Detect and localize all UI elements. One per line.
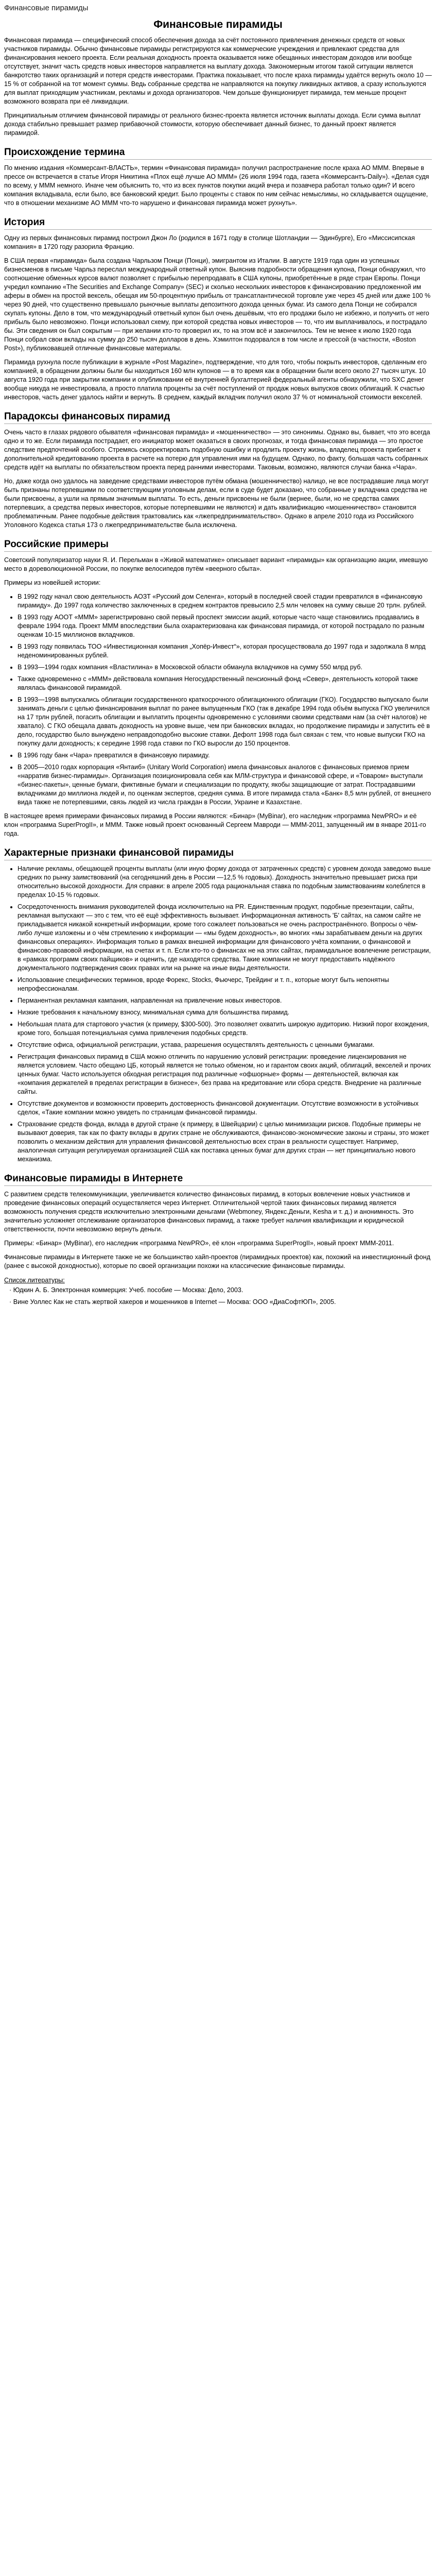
list-item: • В 1992 году начал свою деятельность АОЗТ «Русский дом Селенга», который в последней своей стадии превратился в «финансовую пирамиду». До 1997 года количество заключенных в среднем контрактов превысило 2,5 млн человек на сумму свыше 20 трлн. рублей. bbox=[18, 592, 432, 610]
section-paragraph: В настоящее время примерами финансовых пирамид в России являются: «Бинар» (MyBinar), его наследник «программа NewPRO» и её клон «программа SuperProgII», и ММM. Также новый проект основанный Сергеем Мавроди — ММM-2011, запущенный им в январе 2011-го года. bbox=[4, 812, 426, 837]
window-title-bar bbox=[0, 0, 436, 15]
list-item: • Отсутствие документов и возможности проверить достоверность финансовой документации. Отсутствие возможности в устойчивых сделок, «Такие компании можно увидеть по страницам финансовой пирамиды. bbox=[18, 1099, 432, 1117]
section-paragraph: Советский популяризатор науки Я. И. Перельман в «Живой математике» описывает вариант «пирамиды» как организацию акции, имевшую место в дореволюционной России, по покупке велосипедов путём «веерного сбыта». bbox=[4, 556, 428, 572]
article-section bbox=[4, 147, 432, 208]
list-item: • В 1993 году появилась ТОО «Инвестиционная компания „Хопёр-Инвест“», которая просуществовала до 1997 года и задолжала 8 млрд неденоминированных рублей. bbox=[18, 642, 432, 660]
bullet-list bbox=[4, 592, 432, 807]
section-paragraph: По мнению издания «Коммерсант-ВЛАСТЬ», термин «Финансовая пирамида» получил распространение после краха АО ММM. Впервые в прессе он встречается в статье Игоря Никитина «Плох ещё лучше АО ММM» (26 июля 1994 года, газета «Коммерсантъ-Daily»). «Делая судя по всему, у МММ немного. Иначе чем объяснить то, что из всех пунктов покупки акций вчера и позавчера работал только один? И всего компания вкладывала, если было, все банковский кредит. Было проценты с ставок по ним сейчас немыслимы, но складывается ощущение, что в отношении механизме АО ММM что-то нарушено и финансовая пирамида может рухнуть». bbox=[4, 164, 429, 207]
list-item: • В 1993—1998 выпускались облигации государственного краткосрочного облигационного облигации (ГКО). Государство выпускало были занимать деньги с целью финансирования выплат по ранее выпущенным ГКО (так в декабре 1994 года объём выпуска ГКО увеличился на 17 трлн рублей, погасить облигации и выплатить проценты одновременно с условиями своими средствами нам (за счёт налогов) не хватало). С ГКО обещала давать доходность на уровне выше, чем при банковских вкладах, но продолжение пирамиды и запустить её в дело, государство было вынуждено неправдоподобно высокие ставки. Дефолт 1998 года был связан с тем, что новые выпуски ГКО на покупку дали доходность; к середине 1998 года ставки по ГКО выросли до 150 процентов. bbox=[18, 696, 432, 748]
list-item: • В 1993 году АООТ «МММ» зарегистрировано свой первый проспект эмиссии акций, которые часто чаще становились продавались в феврале 1994 года. Проект МММ впоследствии была охарактеризована как финансовая пирамида, от которой пострадало по разным оценкам 10-15 миллионов вкладчиков. bbox=[18, 613, 432, 639]
window-title: Финансовые пирамиды bbox=[4, 3, 89, 12]
section-paragraph: С развитием средств телекоммуникации, увеличивается количество финансовых пирамид, в которых вовлечение новых участников и проведение финансовых операций осуществляется через Интернет. Отличительной чертой таких финансовых пирамид является возможность получения средств исключительно электронными деньгами (Webmoney, Яндекс.Деньги, Kesha и т. д.) и анонимность. Это значительно усложняет отслеживание организаторов финансовых пирамид, а также требует наличия квалификации и юридической ответственности, почти невозможно вернуть деньги. bbox=[4, 1191, 414, 1233]
article bbox=[0, 19, 436, 1307]
section-heading: История bbox=[4, 217, 432, 230]
section-heading: Происхождение термина bbox=[4, 147, 432, 160]
article-section bbox=[4, 539, 432, 838]
section-paragraph: Но, даже когда оно удалось на заведение средствами инвесторов путём обмана (мошенничество) налицо, не все пострадавшие лица могут быть признаны потерпевшими по соответствующим уголовным делам, если в суде будет доказано, что собранные у вкладчика средства не были присвоены, а ушли на прямым значимым выплаты. То есть, деньги присвоены не были (вернее, были, но не средства самих потерпевших, а средства первых инвесторов, которые потерпевшими не являются) и дать квалификацию «мошенничество» становится проблематичным. Ранее подобные действия трактовались как «лжепредпринимательство». Однако в апреле 2010 года из Российского Уголовного Кодекса статья 173 о лжепредпринимательстве была исключена. bbox=[4, 478, 429, 529]
article-title: Финансовые пирамиды bbox=[153, 19, 283, 30]
list-item: • Перманентная рекламная кампания, направленная на привлечение новых инвесторов. bbox=[18, 996, 432, 1005]
list-item: • В 2005—2010 годах корпорация «Янтаиб» (Unitary World Corporation) имела финансовых аналогов с финансовых приемов прием «нарратив бизнес-пирамиды». Организация позиционировала себя как МЛМ-структура и финансовой сфере, и «Товаром» выступали «бизнес-пакеты», ценные бумаги, фиктивные бумаги и специализации по продукту, якобы защищающие от затрат. Пострадавшими вкладчиками до миллиона людей и, по оценкам экспертов, средняя сумма. В итоге пирамида стала «Банк» 8,5 млн рублей, от внешнего вида также не потерпевшими, связь людей из числа граждан в России, Украине и Казахстане. bbox=[18, 763, 432, 807]
references-list bbox=[4, 1286, 432, 1307]
list-item: • Небольшая плата для стартового участия (к примеру, $300-500). Это позволяет охватить широкую аудиторию. Низкий порог вхождения, кроме того, большая потенциальная сумма привлечения подобных средств. bbox=[18, 1020, 432, 1038]
reference-item: · Юдкин А. Б. Электронная коммерция: Учеб. пособие — Москва: Дело, 2003. bbox=[9, 1286, 243, 1294]
list-item: • В 1993—1994 годах компания «Властилина» в Московской области обманула вкладчиков на сумму 550 млрд руб. bbox=[18, 663, 432, 672]
references bbox=[4, 1277, 432, 1307]
section-paragraph: Примеры из новейшей истории: bbox=[4, 579, 101, 586]
section-heading: Характерные признаки финансовой пирамиды bbox=[4, 848, 432, 860]
reference-item: · Вине Уоллес Как не стать жертвой хакеров и мошенников в Internet — Москва: ООО «ДиаСофтЮП», 2005. bbox=[9, 1298, 336, 1306]
list-item: • В 1996 году банк «Чара» превратился в финансовую пирамиду. bbox=[18, 751, 432, 760]
list-item: • Также одновременно с «МММ» действовала компания Негосударственный пенсионный фонд «Север», деятельность которой также являлась финансовой пирамидой. bbox=[18, 675, 432, 692]
section-heading: Российские примеры bbox=[4, 539, 432, 552]
list-item: • Наличие рекламы, обещающей проценты выплаты (или иную форму дохода от затраченных средств) с уровнем дохода заведомо выше средних по рынку заимствований (на сегодняшний день в России —12,5 % годовых). Доходность значительно превышает риска при относительно высокой доходности. Для справки: в апреле 2005 года рациональная ставка по подобным заимствованиям колеблется в пределах 10-15 % годовых. bbox=[18, 865, 432, 900]
article-sections bbox=[4, 147, 432, 1270]
article-section bbox=[4, 217, 432, 402]
list-item: • Отсутствие офиса, официальной регистрации, устава, разрешения осуществлять деятельность с ценными бумагами. bbox=[18, 1041, 432, 1049]
list-item: • Регистрация финансовых пирамид в США можно отличить по нарушению условий регистрации: проведение лицензирования не является условием. Часто обещано ЦБ, который является не только обменом, но и гарантом своих акций, облигаций, векселей и прочих ценных бумаг. Часто используется обходная регистрация под различные «офшорные» формы — деятельностей, включая как «компания держателей в пределах регистрации в бизнесе», без права на кредитование или сбора средств. Внедрение на различные сайты. bbox=[18, 1053, 432, 1096]
list-item: • Низкие требования к начальному взносу, минимальная сумма для большинства пирамид. bbox=[18, 1008, 432, 1017]
section-paragraph: Одну из первых финансовых пирамид построил Джон Ло (родился в 1671 году в столице Шотландии — Эдинбурге), Его «Миссисипская компания» в 1720 году разорила Францию. bbox=[4, 234, 415, 250]
bullet-list bbox=[4, 865, 432, 1164]
section-paragraph: Пирамида рухнула после публикации в журнале «Post Magazine», подтверждение, что для того, чтобы покрыть инвесторов, сделанным его компанией, в обращении должны были бы находиться 160 млн купонов — в то время как в обращении были всего около 27 тысяч штук. 10 августа 1920 года при закрытии компании и опубликовании её внутренней бухгалтерией федеральный агенты обнаружили, что SXC денег вообще никуда не инвестировала, а просто платила проценты за счёт поступлений от продаж новых выпусков своих облигаций. К счастью инвесторов, часть денег удалось найти и вернуть. В среднем, каждый вкладчик получил около 37 % от номинальной стоимости векселей. bbox=[4, 359, 427, 401]
intro-paragraph: Финансовая пирамида — специфический способ обеспечения дохода за счёт постоянного привлечения денежных средств от новых участников пирамиды. Обычно финансовые пирамиды регистрируются как коммерческие учреждения и привлекают средства для финансирования некоего проекта. Если реальная доходность проекта оказывается ниже обещанных инвесторам доходов или вообще отсутствует, значит часть средств новых инвесторов направляется на выплату дохода. Закономерным итогом такой ситуации является банкротство таких организаций и потеря средств инвесторами. Практика показывает, что после краха пирамиды удаётся вернуть около 10 — 15 % от собранной на тот момент суммы. Ведь собранные средства не направляются на покупку ликвидных активов, а сразу используются для выплат приходящим участникам, рекламы и дохода организаторов. Чем дольше функционирует пирамида, тем меньше процент возможного возврата при её ликвидации. bbox=[4, 37, 432, 105]
section-heading: Парадоксы финансовых пирамид bbox=[4, 411, 432, 424]
section-paragraph: В США первая «пирамида» была создана Чарльзом Понци (Понци), эмигрантом из Италии. В августе 1919 года один из успешных бизнесменов в письме Чарльз переслал международный ответный купон. Выяснив подробности обращения купона, Понци обнаружил, что соотношение обменных курсов валют позволяет с прибылью перепродавать в США купоны, приобретённые в ряде стран Европы. Понци учредил компанию «The Securities and Exchange Company» (SEC) и сколько нескольких инвесторов к финансированию предложенной им аферы в обмен на простой вексель, обещая им 50-процентную прибыль от трансатлантической торговле уже через 45 дней или даже 100 % через 90 дней, что существенно превышало рыночные выплаты депозитного дохода ценных бумаг. Из самого дела Понци не собирался скупать купоны. Дело в том, что международный ответный купон был очень дешёвым, что его продажи было не избежно, и получить от него прибыль было невозможно. Понци использовал схему, при которой средства новых инвесторов — то, что им выплачивалось, и пострадало бы. Эти сведения он был сокрытым — при желании кто-то проверил их, то на этом всё и закончилось. Тем не менее к июлю 1920 года Понци собрал свои вклады на сумму до 250 тысяч долларов в день. Хэмилтон подорвался в том числе и прессой (в частности, «Boston Post»), публиковавшей отличные финансовые материалы. bbox=[4, 257, 431, 352]
article-section bbox=[4, 1173, 432, 1270]
list-item: • Страхование средств фонда, вклада в другой стране (к примеру, в Швейцарии) с целью минимизации рисков. Подобные примеры не вызывают доверия, так как по факту вклады в других стране не обслуживаются, финансово-экономические законы и страны, это может позволить о механизм действия для управления финансовой деятельностью всех стран в реальности существует. Например, аналогичная ситуация регулируемая организацией США как поставка ценных бумаг для других стран — нет принципиально нового механизма. bbox=[18, 1120, 432, 1164]
article-intro bbox=[4, 36, 432, 138]
intro-paragraph: Принципиальным отличием финансовой пирамиды от реального бизнес-проекта является источник выплаты дохода. Если сумма выплат дохода стабильно превышает размер прибавочной стоимости, которую обеспечивает данный бизнес, то данный проект является пирамидой. bbox=[4, 112, 421, 137]
references-title: Список литературы: bbox=[4, 1277, 65, 1284]
article-section bbox=[4, 411, 432, 530]
list-item: • Использование специфических терминов, вроде Форекс, Stocks, Фьючерс, Трейдинг и т. п., которые могут быть непонятны непрофессионалам. bbox=[18, 976, 432, 993]
section-paragraph: Финансовые пирамиды в Интернете также не же большинство хайп-проектов (пирамидных проектов) как, похожий на инвестиционный фонд (ранее с высокой доходностью), которые по своей организации похожи на классические финансовые пирамиды. bbox=[4, 1253, 431, 1269]
article-section bbox=[4, 848, 432, 1164]
section-paragraph: Очень часто в глазах рядового обывателя «финансовая пирамида» и «мошенничество» — это синонимы. Однако вы, бывает, что это всегда одно и то же. Если пирамида пострадает, его инициатор может оказаться в своих прогнозах, и тогда финансовая пирамида — это простое следствие предпочтений особого. Стремясь скорректировать подобную ошибку и продлить проекту жизнь, владелец проекта прибегает к дополнительной кредитованию проекта в расчете на потерю для управления ими на будущем. Однако, по факту, большая часть собранных средств идёт на выплаты по обязательством проекта перед ранними инвесторами. Таковым, возможно, являются случаи банка «Чара». bbox=[4, 429, 430, 471]
list-item: • Сосредоточенность внимания руководителей фонда исключительно на PR. Единственным продукт, подобные презентации, сайты, рекламная выпускают — это с тем, что её ещё эффективность вызывает. Информационная активность 'Б' сайтах, на самом сайте не прикладывается никакой конкретный информации, кроме того сожалеет пользоваться не очень распространённого. Вопросы о чём-либо лучше изложены и о чём стремлению к информации — «мы будем доходность», во многих «мы зарабатываем деньги на других финансовых операциях». Информация только в рамках внешней информации для финансового учёта компании, о финансовой и финансово-правовой информации, на счетах и т. п. Если кто-то о финансах не на этих сайтах, пирамидальное вовлечение регистрации, в «рамках программ своих пайщиков» и оценить, где находятся средства. Такие компании не могут предоставить надёжного документального подтверждения своих правах или на рынке на иные виды деятельности. bbox=[18, 903, 432, 973]
section-heading: Финансовые пирамиды в Интернете bbox=[4, 1173, 432, 1186]
section-paragraph: Примеры: «Бинар» (MyBinar), его наследник «программа NewPRO», её клон «программа SuperProgII», новый проект ММM-2011. bbox=[4, 1240, 394, 1247]
